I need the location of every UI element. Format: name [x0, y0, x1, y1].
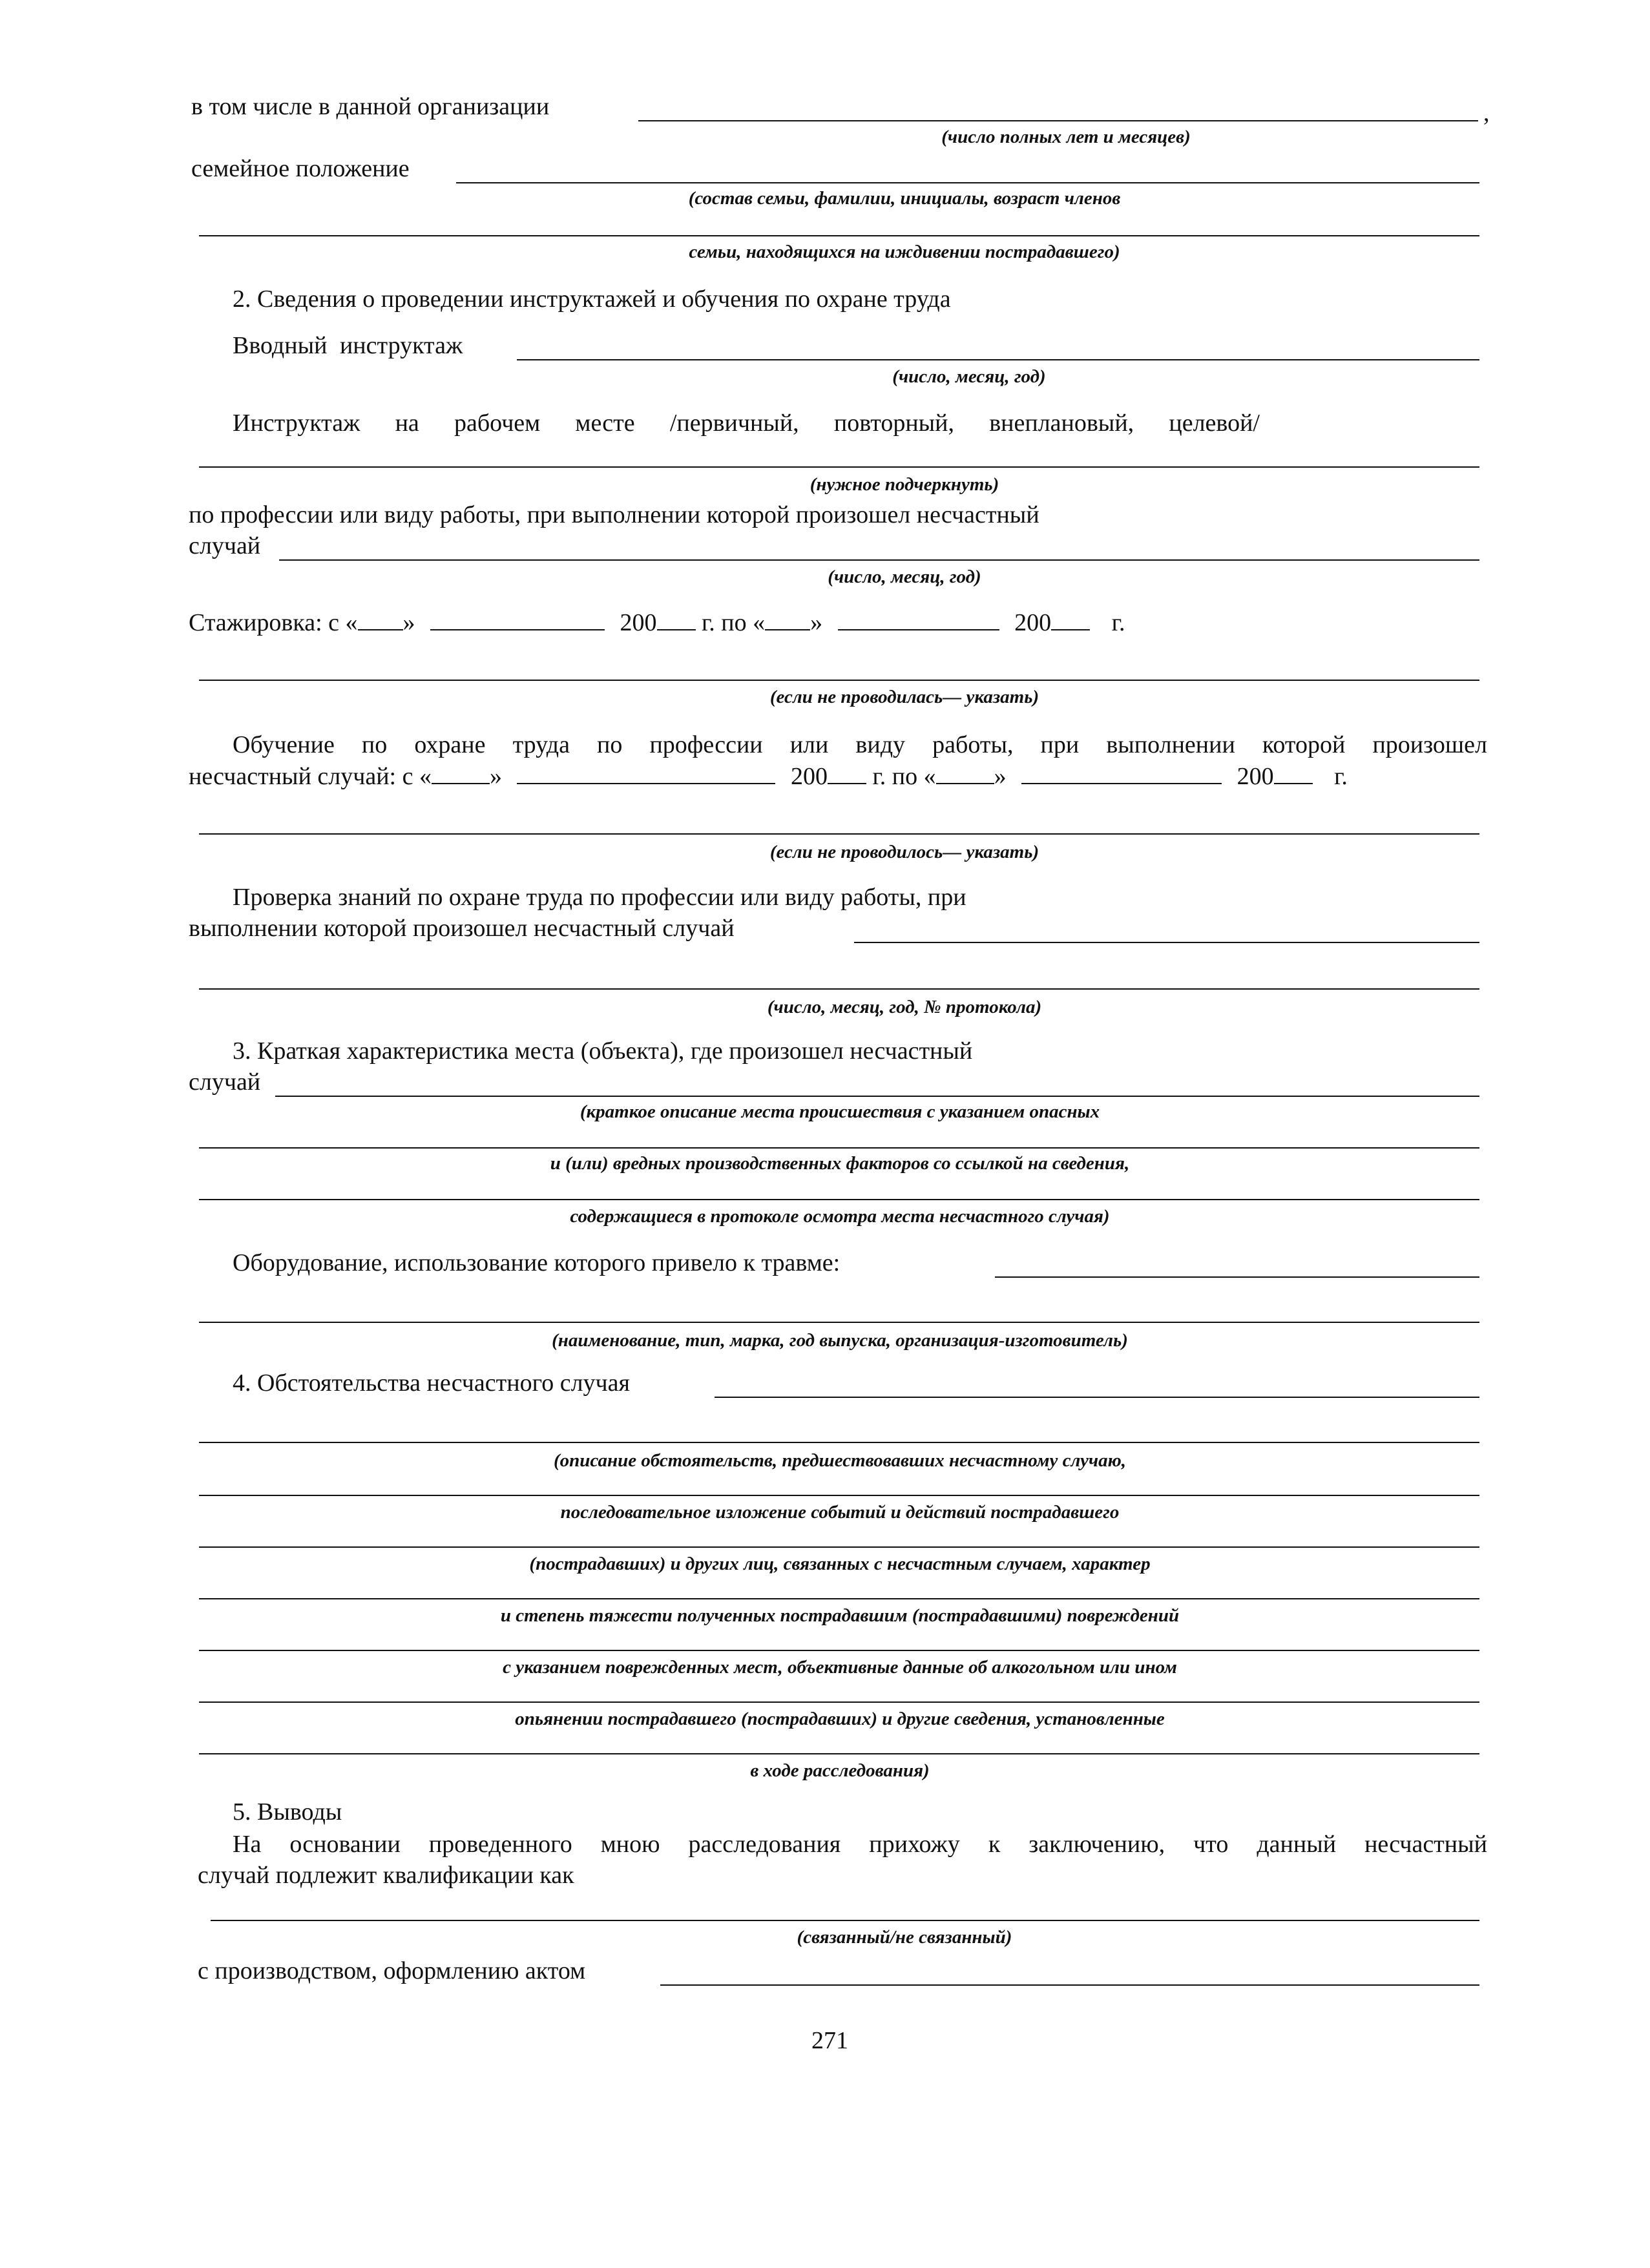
profession-line-2: случай: [189, 532, 261, 559]
equipment-field-2[interactable]: [199, 1322, 1479, 1323]
training-end: г.: [1334, 763, 1348, 790]
caption-circumstances-6: опьянении пострадавшего (пострадавших) и другие сведения, установленные: [515, 1709, 1165, 1729]
training-year-1-field[interactable]: [828, 761, 866, 784]
production-label: с производством, оформлению актом: [198, 1957, 586, 1984]
profession-date-field[interactable]: [279, 559, 1479, 561]
conclusion-line-1: На основании проведенного мною расследования прихожу к заключению, что данный несчастный: [233, 1831, 1487, 1858]
training-row: [189, 761, 1348, 791]
check-field-2[interactable]: [199, 988, 1479, 990]
caption-related: (связанный/не связанный): [797, 1927, 1012, 1948]
internship-note-field[interactable]: [199, 680, 1479, 681]
internship-close-quote-2: »: [810, 609, 823, 636]
internship-year-2-field[interactable]: [1051, 607, 1090, 630]
caption-circumstances-1: (описание обстоятельств, предшествовавших несчастному случаю,: [553, 1450, 1127, 1471]
caption-years-months: (число полных лет и месяцев): [941, 127, 1191, 147]
internship-year-1: 200: [620, 609, 657, 636]
circumstances-field-3[interactable]: [199, 1495, 1479, 1496]
caption-circumstances-7: в ходе расследования): [750, 1760, 930, 1781]
training-label: несчастный случай: с «: [189, 763, 432, 790]
check-field-1[interactable]: [854, 942, 1479, 943]
training-from-month[interactable]: [517, 761, 775, 784]
caption-circumstances-4: и степень тяжести полученных пострадавшим (пострадавшими) повреждений: [500, 1605, 1180, 1626]
circumstances-field-2[interactable]: [199, 1442, 1479, 1443]
place-field-2[interactable]: [199, 1147, 1479, 1149]
internship-row: [189, 607, 1125, 638]
caption-place-3: содержащиеся в протоколе осмотра места несчастного случая): [570, 1206, 1110, 1227]
caption-date-protocol: (число, месяц, год, № протокола): [767, 997, 1042, 1017]
intro-briefing-field[interactable]: [517, 359, 1479, 360]
caption-circumstances-5: с указанием поврежденных мест, объективные данные об алкогольном или ином: [503, 1657, 1177, 1678]
equipment-label: Оборудование, использование которого привело к травме:: [233, 1249, 841, 1276]
circumstances-field-8[interactable]: [199, 1753, 1479, 1754]
caption-equipment: (наименование, тип, марка, год выпуска, организация-изготовитель): [552, 1330, 1128, 1351]
training-to-day[interactable]: [936, 761, 994, 784]
conclusion-line-2: случай подлежит квалификации как: [198, 1862, 574, 1889]
family-status-field[interactable]: [456, 182, 1479, 183]
caption-not-held-f: (если не проводилась— указать): [769, 687, 1039, 707]
page-number: 271: [811, 2027, 848, 2054]
caption-date-2: (число, месяц, год): [828, 567, 981, 587]
caption-family-1: (состав семьи, фамилии, инициалы, возраст членов: [688, 188, 1121, 209]
circumstances-field-5[interactable]: [199, 1598, 1479, 1599]
section-3-line-1: 3. Краткая характеристика места (объекта), где произошел несчастный: [233, 1037, 973, 1065]
caption-place-2: и (или) вредных производственных факторов со ссылкой на сведения,: [550, 1153, 1130, 1174]
org-tenure-label: в том числе в данной организации: [191, 93, 550, 120]
internship-year-2: 200: [1014, 609, 1052, 636]
internship-year-1-field[interactable]: [657, 607, 696, 630]
caption-underline: (нужное подчеркнуть): [809, 474, 999, 495]
training-year-2: 200: [1237, 763, 1274, 790]
classification-field[interactable]: [211, 1920, 1479, 1921]
caption-circumstances-3: (пострадавших) и других лиц, связанных с несчастным случаем, характер: [529, 1554, 1151, 1574]
place-field-3[interactable]: [199, 1199, 1479, 1200]
section-3-line-2: случай: [189, 1068, 261, 1096]
training-note-field[interactable]: [199, 833, 1479, 835]
training-close-quote: »: [489, 763, 502, 790]
circumstances-field-4[interactable]: [199, 1546, 1479, 1548]
section-4-heading: 4. Обстоятельства несчастного случая: [233, 1369, 631, 1397]
training-close-quote-2: »: [994, 763, 1007, 790]
check-line-2: выполнении которой произошел несчастный случай: [189, 915, 735, 942]
internship-to-month[interactable]: [838, 607, 999, 630]
internship-to-day[interactable]: [765, 607, 810, 630]
comma: ,: [1483, 99, 1490, 127]
caption-date-1: (число, месяц, год): [892, 366, 1046, 387]
caption-circumstances-2: последовательное изложение событий и действий пострадавшего: [560, 1502, 1120, 1523]
training-year-2-field[interactable]: [1274, 761, 1313, 784]
equipment-field-1[interactable]: [995, 1276, 1479, 1278]
training-line-1: Обучение по охране труда по профессии или виду работы, при выполнении которой произошел: [233, 731, 1487, 758]
family-status-label: семейное положение: [191, 155, 410, 182]
org-tenure-field[interactable]: [638, 120, 1478, 121]
caption-family-2: семьи, находящихся на иждивении пострадавшего): [689, 242, 1120, 262]
internship-close-quote: »: [402, 609, 415, 636]
internship-from-day[interactable]: [358, 607, 403, 630]
internship-from-month[interactable]: [430, 607, 605, 630]
profession-line-1: по профессии или виду работы, при выполнении которой произошел несчастный: [189, 501, 1039, 528]
place-field-1[interactable]: [275, 1096, 1479, 1097]
family-status-field-2[interactable]: [199, 235, 1479, 236]
circumstances-field-6[interactable]: [199, 1650, 1479, 1651]
circumstances-field-1[interactable]: [715, 1397, 1479, 1398]
check-line-1: Проверка знаний по охране труда по профессии или виду работы, при: [233, 884, 966, 911]
training-year-1: 200: [790, 763, 828, 790]
training-from-day[interactable]: [432, 761, 490, 784]
internship-label: Стажировка: с «: [189, 609, 358, 636]
internship-mid: г. по «: [702, 609, 766, 636]
internship-end: г.: [1111, 609, 1125, 636]
caption-place-1: (краткое описание места происшествия с указанием опасных: [580, 1101, 1100, 1122]
intro-briefing-label: Вводный инструктаж: [233, 332, 463, 359]
section-2-heading: 2. Сведения о проведении инструктажей и обучения по охране труда: [233, 286, 951, 313]
section-5-heading: 5. Выводы: [233, 1798, 342, 1826]
circumstances-field-7[interactable]: [199, 1701, 1479, 1703]
act-field[interactable]: [660, 1984, 1479, 1986]
caption-not-held-n: (если не проводилось— указать): [769, 842, 1039, 862]
training-to-month[interactable]: [1021, 761, 1222, 784]
workplace-briefing-line: Инструктаж на рабочем месте /первичный, повторный, внеплановый, целевой/: [233, 410, 1260, 437]
training-mid: г. по «: [872, 763, 936, 790]
workplace-briefing-field[interactable]: [199, 466, 1479, 468]
